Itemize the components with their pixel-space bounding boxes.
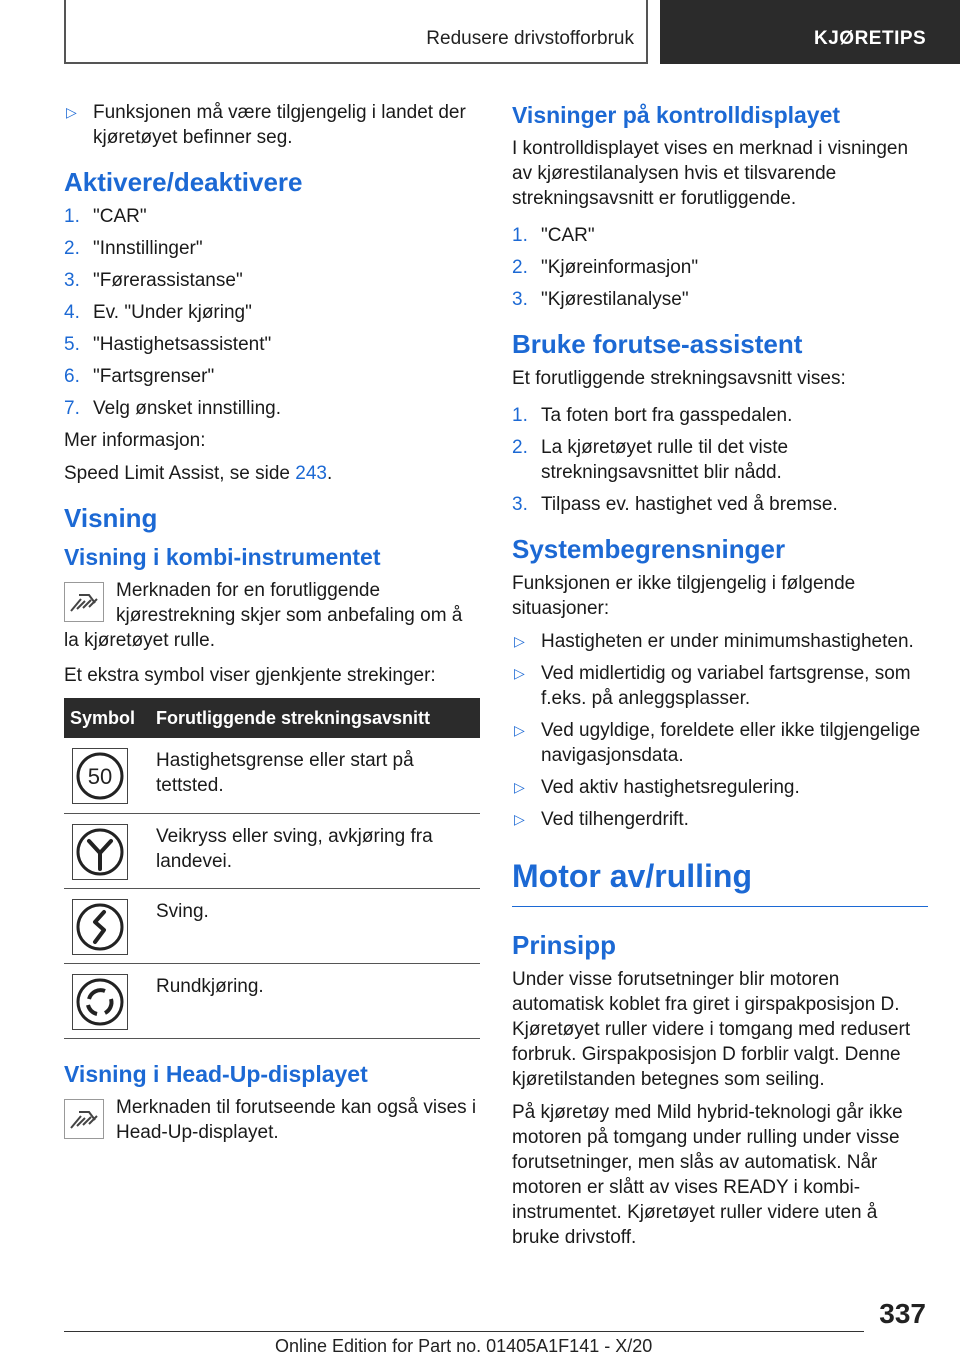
activate-steps bbox=[64, 204, 482, 421]
display-heading: Visning bbox=[64, 503, 158, 533]
list-item bbox=[512, 403, 928, 428]
control-heading: Visninger på kontrolldisplayet bbox=[512, 102, 841, 128]
hud-heading: Visning i Head-Up-displayet bbox=[64, 1060, 368, 1087]
list-item bbox=[512, 775, 928, 800]
step-number: 3. bbox=[512, 494, 528, 515]
step-number: 1. bbox=[64, 206, 80, 227]
step-number: 2. bbox=[64, 238, 80, 259]
control-steps bbox=[512, 223, 928, 312]
table-cell-icon bbox=[64, 888, 150, 963]
hud-note-text: Merknaden til forutseende kan også vises i Head-Up-displayet. bbox=[116, 1096, 477, 1143]
list-item bbox=[512, 287, 928, 312]
triangle-bullet-icon: ▷ bbox=[514, 811, 525, 827]
speed-limit-50-icon bbox=[72, 748, 128, 804]
step-number: 4. bbox=[64, 302, 80, 323]
bullet-text: Ved ugyldige, foreldete eller ikke tilgjengelige navigasjonsdata. bbox=[541, 720, 921, 766]
use-heading: Bruke forutse-assistent bbox=[512, 329, 803, 359]
table-cell-desc: Rundkjøring. bbox=[150, 963, 480, 1038]
kombi-note bbox=[64, 578, 482, 653]
reference-text: Speed Limit Assist, se side bbox=[64, 463, 296, 484]
step-text: Tilpass ev. hastighet ved å bremse. bbox=[541, 494, 838, 515]
step-text: "CAR" bbox=[541, 225, 595, 246]
list-item bbox=[64, 204, 482, 229]
page-reference-link[interactable]: 243 bbox=[295, 463, 327, 484]
activate-heading: Aktivere/deaktivere bbox=[64, 167, 303, 197]
table-cell-desc: Sving. bbox=[150, 888, 480, 963]
more-info-label: Mer informasjon: bbox=[64, 430, 206, 451]
svg-text:50: 50 bbox=[87, 764, 113, 789]
header-section-box bbox=[64, 0, 648, 64]
table-row bbox=[64, 888, 480, 963]
note-icon bbox=[64, 1099, 104, 1139]
list-item bbox=[64, 332, 482, 357]
triangle-bullet-icon: ▷ bbox=[66, 104, 77, 120]
bullet-text: Ved midlertidig og variabel fartsgrense, som f.eks. på anleggsplasser. bbox=[541, 663, 911, 709]
triangle-bullet-icon: ▷ bbox=[514, 665, 525, 681]
hud-note bbox=[64, 1095, 482, 1145]
step-text: La kjøretøyet rulle til det viste strekningsavsnittet blir nådd. bbox=[541, 437, 789, 483]
step-number: 6. bbox=[64, 366, 80, 387]
step-text: "Førerassistanse" bbox=[93, 270, 243, 291]
curve-icon bbox=[72, 899, 128, 955]
principle-paragraph-2: På kjøretøy med Mild hybrid-teknologi går ikke motoren på tomgang under rulling under visse forutsetninger, men slås av automatisk. Når motoren er slått av vises READY i kombi-instrumentet. Kjøretøyet ruller videre uten å bruke drivstoff. bbox=[512, 1102, 903, 1248]
step-text: "Kjøreinformasjon" bbox=[541, 257, 699, 278]
step-number: 5. bbox=[64, 334, 80, 355]
list-item bbox=[64, 268, 482, 293]
roundabout-icon bbox=[72, 974, 128, 1030]
page-number: 337 bbox=[879, 1298, 926, 1329]
left-column bbox=[64, 100, 482, 1155]
list-item bbox=[512, 661, 928, 711]
step-text: "Hastighetsassistent" bbox=[93, 334, 272, 355]
step-number: 1. bbox=[512, 225, 528, 246]
extra-symbol-text: Et ekstra symbol viser gjenkjente strekinger: bbox=[64, 665, 436, 686]
table-row bbox=[64, 963, 480, 1038]
list-item bbox=[64, 236, 482, 261]
list-item bbox=[64, 100, 482, 150]
table-row bbox=[64, 813, 480, 888]
table-cell-icon bbox=[64, 813, 150, 888]
list-item bbox=[64, 396, 482, 421]
triangle-bullet-icon: ▷ bbox=[514, 633, 525, 649]
list-item bbox=[64, 364, 482, 389]
table-cell-desc: Veikryss eller sving, avkjøring fra landevei. bbox=[150, 813, 480, 888]
table-cell-icon bbox=[64, 738, 150, 813]
header-section-title: Redusere drivstofforbruk bbox=[426, 28, 634, 49]
intro-bullet-list bbox=[64, 100, 482, 150]
step-number: 1. bbox=[512, 405, 528, 426]
table-header-section: Forutliggende strekningsavsnitt bbox=[150, 698, 480, 738]
list-item bbox=[512, 435, 928, 485]
table-cell-desc: Hastighetsgrense eller start på tettsted. bbox=[150, 738, 480, 813]
footer-edition: Online Edition for Part no. 01405A1F141 - X/20 bbox=[275, 1336, 653, 1356]
junction-icon bbox=[72, 824, 128, 880]
list-item bbox=[512, 492, 928, 517]
reference-end: . bbox=[326, 463, 333, 484]
kombi-heading: Visning i kombi-instrumentet bbox=[64, 544, 381, 570]
table-row bbox=[64, 738, 480, 813]
limits-heading: Systembegrensninger bbox=[512, 534, 786, 564]
note-icon bbox=[64, 582, 104, 622]
step-number: 3. bbox=[512, 289, 528, 310]
principle-paragraph-1: Under visse forutsetninger blir motoren automatisk koblet fra giret i girspakposisjon D. Kjøretøyet ruller videre i tomgang med redusert forbruk. Girspakposisjon D forblir valgt. Denne kjøretilstanden betegnes som seiling. bbox=[512, 969, 911, 1090]
header-chapter-title: KJØRETIPS bbox=[814, 28, 927, 49]
step-number: 7. bbox=[64, 398, 80, 419]
step-number: 3. bbox=[64, 270, 80, 291]
reference-paragraph bbox=[64, 461, 482, 486]
list-item bbox=[512, 255, 928, 280]
principle-heading: Prinsipp bbox=[512, 930, 617, 960]
step-number: 2. bbox=[512, 437, 528, 458]
list-item bbox=[512, 629, 928, 654]
step-text: Ta foten bort fra gasspedalen. bbox=[541, 405, 793, 426]
use-text: Et forutliggende strekningsavsnitt vises: bbox=[512, 368, 846, 389]
table-header-row bbox=[64, 698, 480, 738]
step-text: "Innstillinger" bbox=[93, 238, 203, 259]
step-number: 2. bbox=[512, 257, 528, 278]
footer-rule bbox=[64, 1331, 864, 1332]
list-item bbox=[512, 718, 928, 768]
kombi-note-text: Merknaden for en forutliggende kjørestrekning skjer som anbefaling om å la kjøretøyet rulle. bbox=[64, 580, 463, 651]
bullet-text: Hastigheten er under minimumshastigheten. bbox=[541, 631, 914, 652]
bullet-text: Ved tilhengerdrift. bbox=[541, 809, 689, 830]
control-text: I kontrolldisplayet vises en merknad i visningen av kjørestilanalysen hvis et tilsvarende strekningsavsnitt er forutliggende. bbox=[512, 138, 909, 209]
step-text: "CAR" bbox=[93, 206, 147, 227]
step-text: Ev. "Under kjøring" bbox=[93, 302, 252, 323]
limits-text: Funksjonen er ikke tilgjengelig i følgende situasjoner: bbox=[512, 573, 856, 619]
triangle-bullet-icon: ▷ bbox=[514, 722, 525, 738]
list-item bbox=[64, 300, 482, 325]
table-cell-icon bbox=[64, 963, 150, 1038]
triangle-bullet-icon: ▷ bbox=[514, 779, 525, 795]
bullet-text: Ved aktiv hastighetsregulering. bbox=[541, 777, 800, 798]
step-text: "Kjørestilanalyse" bbox=[541, 289, 689, 310]
symbol-table bbox=[64, 698, 480, 1039]
list-item bbox=[512, 807, 928, 832]
list-item bbox=[512, 223, 928, 248]
use-steps bbox=[512, 403, 928, 517]
limits-bullets bbox=[512, 629, 928, 832]
motor-heading: Motor av/rulling bbox=[512, 856, 928, 907]
step-text: Velg ønsket innstilling. bbox=[93, 398, 281, 419]
right-column bbox=[512, 100, 928, 1258]
intro-bullet-text: Funksjonen må være tilgjengelig i landet der kjøretøyet befinner seg. bbox=[93, 102, 466, 148]
header-chapter-tab bbox=[660, 0, 960, 64]
table-header-symbol: Symbol bbox=[64, 698, 150, 738]
step-text: "Fartsgrenser" bbox=[93, 366, 215, 387]
